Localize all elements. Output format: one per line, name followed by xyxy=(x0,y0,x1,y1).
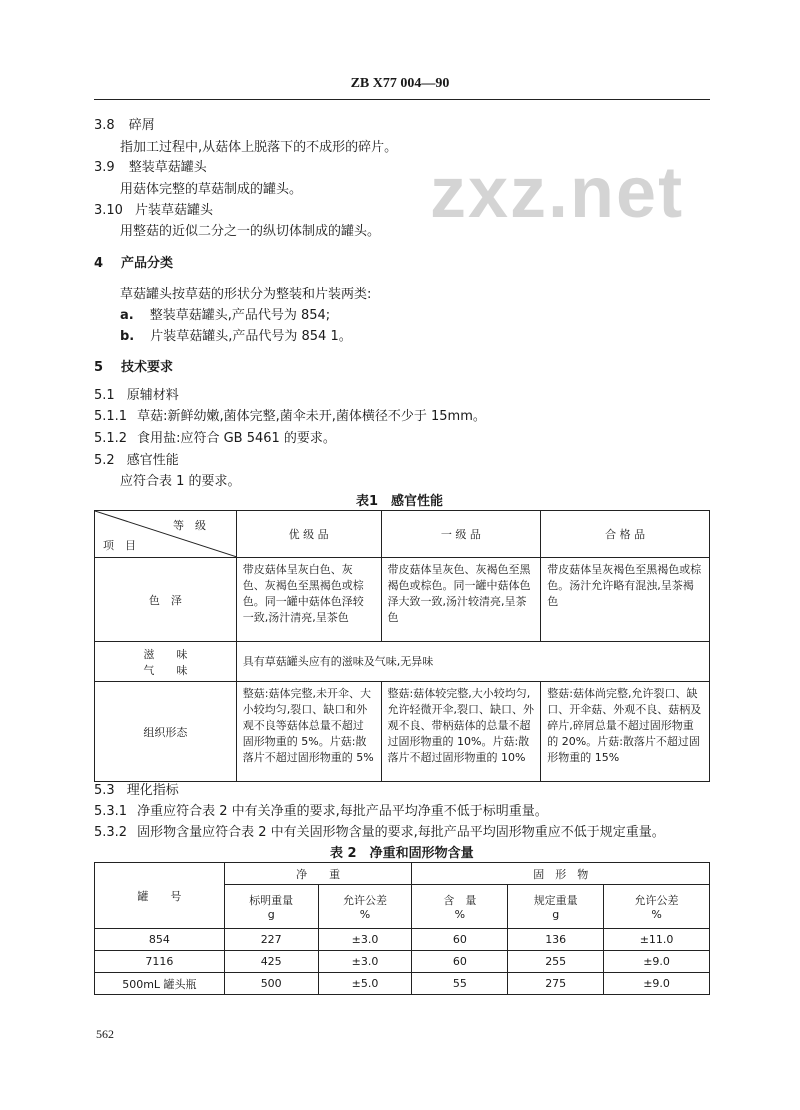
table-cell: ±9.0 xyxy=(604,951,710,973)
header-unit: % xyxy=(359,908,371,921)
table-cell: 425 xyxy=(224,951,318,973)
list-marker: b. xyxy=(120,329,135,344)
section-number: 3.10 xyxy=(94,203,123,218)
sensory-table xyxy=(94,510,710,782)
section-3-8-heading xyxy=(94,114,155,133)
section-number: 5.3.2 xyxy=(94,825,128,840)
table-cell: 227 xyxy=(224,929,318,951)
page-header: ZB X77 004—90 xyxy=(350,76,450,91)
header-cell xyxy=(224,885,318,929)
table-row xyxy=(95,558,710,642)
header-label: 允许公差 xyxy=(634,894,679,907)
table-cell: 整菇:菇体尚完整,允许裂口、缺口、开伞菇、外观不良、菇柄及碎片,碎屑总量不超过固形物重的 20%。片菇:散落片不超过固形物重的 15% xyxy=(541,682,710,782)
section-text: 草菇:新鲜幼嫩,菌体完整,菌伞未开,菌体横径不少于 15mm。 xyxy=(137,409,486,424)
section-number: 5.3 xyxy=(94,783,115,798)
header-cell: 罐 号 xyxy=(95,863,225,929)
table-cell: 500 xyxy=(224,973,318,995)
header-unit: % xyxy=(651,908,662,921)
header-cell: 净 重 xyxy=(224,863,412,885)
section-number: 5.3.1 xyxy=(94,804,128,819)
table-cell: 500mL 罐头瓶 xyxy=(95,973,225,995)
header-label: 允许公差 xyxy=(343,894,388,907)
table-row xyxy=(95,951,710,973)
table-cell: 带皮菇体呈灰白色、灰色、灰褐色至黑褐色或棕色。同一罐中菇体色泽较一致,汤汁清亮,呈茶色 xyxy=(236,558,381,642)
header-cell: 一 级 品 xyxy=(381,511,541,558)
table-cell: 55 xyxy=(412,973,508,995)
section-title: 整装草菇罐头 xyxy=(128,160,207,175)
section-3-9-text: 用菇体完整的草菇制成的罐头。 xyxy=(120,182,303,197)
section-4-heading xyxy=(94,252,173,271)
weight-table xyxy=(94,862,710,995)
header-label: 标明重量 xyxy=(249,894,294,907)
table-row xyxy=(95,642,710,682)
header-cell: 固 形 物 xyxy=(412,863,710,885)
corner-top-label: 等 级 xyxy=(173,519,206,532)
row-label xyxy=(95,642,237,682)
section-5-2-text: 应符合表 1 的要求。 xyxy=(120,474,241,489)
section-number: 5 xyxy=(94,360,104,375)
section-5-3-1 xyxy=(94,800,548,819)
section-5-2-heading xyxy=(94,449,179,468)
table-cell: 带皮菇体呈灰色、灰褐色至黑褐色或棕色。同一罐中菇体色泽大致一致,汤汁较清亮,呈茶色 xyxy=(381,558,541,642)
table-cell: 255 xyxy=(508,951,604,973)
table1-caption: 表1 感官性能 xyxy=(356,494,444,509)
section-number: 3.9 xyxy=(94,160,115,175)
section-title: 片装草菇罐头 xyxy=(134,203,213,218)
header-unit: % xyxy=(454,908,466,921)
section-5-1-1 xyxy=(94,405,486,424)
table-cell: 具有草菇罐头应有的滋味及气味,无异味 xyxy=(236,642,709,682)
section-5-heading xyxy=(94,356,173,375)
section-title: 理化指标 xyxy=(126,783,179,798)
watermark: zxz.net xyxy=(430,153,685,233)
table-row xyxy=(95,973,710,995)
row-label: 组织形态 xyxy=(95,682,237,782)
section-number: 5.1.2 xyxy=(94,431,128,446)
table-cell: 854 xyxy=(95,929,225,951)
page-number: 562 xyxy=(96,1027,114,1041)
header-cell xyxy=(318,885,412,929)
section-5-3-2 xyxy=(94,821,665,840)
header-unit: g xyxy=(552,908,560,921)
table-cell: 整菇:菇体较完整,大小较均匀,允许轻微开伞,裂口、缺口、外观不良、带柄菇体的总量不超过固形物重的 10%。片菇:散落片不超过固形物重的 10% xyxy=(381,682,541,782)
section-3-9-heading xyxy=(94,156,207,175)
list-item-b xyxy=(120,325,352,344)
section-4-text: 草菇罐头按草菇的形状分为整装和片装两类: xyxy=(120,287,372,302)
corner-bottom-label: 项 目 xyxy=(103,539,136,552)
section-title: 原辅材料 xyxy=(126,388,179,403)
table-cell: 60 xyxy=(412,929,508,951)
header-label: 规定重量 xyxy=(533,894,578,907)
section-3-10-heading xyxy=(94,199,213,218)
row-label: 色 泽 xyxy=(95,558,237,642)
section-text: 固形物含量应符合表 2 中有关固形物含量的要求,每批产品平均固形物重应不低于规定重量。 xyxy=(137,825,665,840)
row-label-line: 气 味 xyxy=(143,663,188,677)
table-cell: ±3.0 xyxy=(318,929,412,951)
section-text: 净重应符合表 2 中有关净重的要求,每批产品平均净重不低于标明重量。 xyxy=(137,804,548,819)
table-cell: 带皮菇体呈灰褐色至黑褐色或棕色。汤汁允许略有混浊,呈茶褐色 xyxy=(541,558,710,642)
table-cell: ±5.0 xyxy=(318,973,412,995)
table-cell: 60 xyxy=(412,951,508,973)
section-title: 技术要求 xyxy=(121,360,174,375)
header-cell: 优 级 品 xyxy=(236,511,381,558)
section-5-1-2 xyxy=(94,427,336,446)
list-marker: a. xyxy=(120,308,134,323)
table-cell: 136 xyxy=(508,929,604,951)
list-item-a xyxy=(120,304,330,323)
table-row xyxy=(95,929,710,951)
section-3-8-text: 指加工过程中,从菇体上脱落下的不成形的碎片。 xyxy=(120,140,398,155)
header-cell xyxy=(412,885,508,929)
table-row xyxy=(95,682,710,782)
section-number: 5.1.1 xyxy=(94,409,128,424)
header-cell: 合 格 品 xyxy=(541,511,710,558)
table-cell: 7116 xyxy=(95,951,225,973)
list-text: 整装草菇罐头,产品代号为 854; xyxy=(149,308,331,323)
section-3-10-text: 用整菇的近似二分之一的纵切体制成的罐头。 xyxy=(120,224,381,239)
list-text: 片装草菇罐头,产品代号为 854 1。 xyxy=(150,329,352,344)
section-title: 碎屑 xyxy=(128,118,155,133)
table-cell: ±11.0 xyxy=(604,929,710,951)
table-cell: 整菇:菇体完整,未开伞、大小较均匀,裂口、缺口和外观不良等菇体总量不超过固形物重的 5%。片菇:散落片不超过固形物重的 5% xyxy=(236,682,381,782)
header-rule xyxy=(94,99,710,100)
row-label-line: 滋 味 xyxy=(143,647,188,661)
section-number: 5.1 xyxy=(94,388,115,403)
section-text: 食用盐:应符合 GB 5461 的要求。 xyxy=(137,431,336,446)
table-cell: 275 xyxy=(508,973,604,995)
table-corner-cell xyxy=(95,511,237,558)
section-5-3-heading xyxy=(94,779,179,798)
section-number: 4 xyxy=(94,256,104,271)
section-number: 3.8 xyxy=(94,118,115,133)
table-cell: ±3.0 xyxy=(318,951,412,973)
section-title: 产品分类 xyxy=(121,256,174,271)
section-number: 5.2 xyxy=(94,453,115,468)
table-cell: ±9.0 xyxy=(604,973,710,995)
header-label: 含 量 xyxy=(443,894,477,907)
header-unit: g xyxy=(267,908,275,921)
section-title: 感官性能 xyxy=(126,453,179,468)
table2-caption: 表 2 净重和固形物含量 xyxy=(330,846,474,861)
header-cell xyxy=(604,885,710,929)
section-5-1-heading xyxy=(94,384,179,403)
header-cell xyxy=(508,885,604,929)
